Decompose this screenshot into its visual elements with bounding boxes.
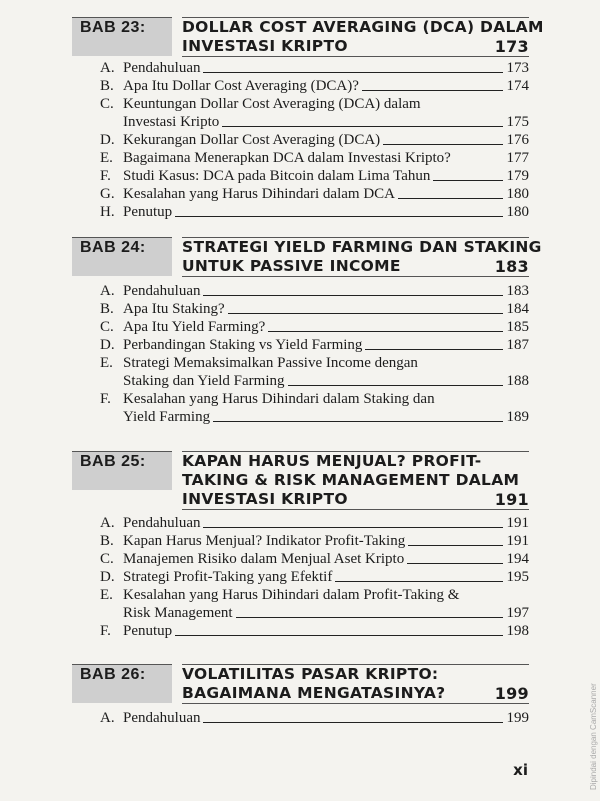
chapter-title[interactable] xyxy=(182,237,542,277)
entry-page: 187 xyxy=(506,337,529,353)
entry-letter: C. xyxy=(100,319,114,335)
toc-entry[interactable] xyxy=(72,550,529,568)
leader-line xyxy=(203,72,502,73)
leader-line xyxy=(222,126,502,127)
entry-page: 185 xyxy=(506,319,529,335)
leader-line xyxy=(228,313,503,314)
toc-entry[interactable] xyxy=(72,95,529,131)
chapter-title-line: INVESTASI KRIPTO xyxy=(182,490,348,508)
toc-entry[interactable] xyxy=(72,77,529,95)
entry-title: Strategi Profit-Taking yang Efektif xyxy=(123,569,333,585)
leader-line xyxy=(175,216,502,217)
leader-line xyxy=(203,527,502,528)
entry-page: 180 xyxy=(506,204,529,220)
toc-entry[interactable] xyxy=(72,59,529,77)
toc-entry[interactable] xyxy=(72,354,529,390)
entry-letter: D. xyxy=(100,337,115,353)
leader-line xyxy=(236,617,503,618)
entry-title: Pendahuluan xyxy=(123,710,201,726)
entry-letter: A. xyxy=(100,60,115,76)
leader-line xyxy=(203,295,502,296)
scanner-watermark: Dipindai dengan CamScanner xyxy=(589,683,598,790)
entry-title: Apa Itu Staking? xyxy=(123,301,225,317)
leader-line xyxy=(203,722,502,723)
toc-entry[interactable] xyxy=(72,131,529,149)
entry-page: 184 xyxy=(506,301,529,317)
entry-page: 179 xyxy=(506,168,529,184)
entry-page: 189 xyxy=(506,409,529,425)
entry-letter: A. xyxy=(100,515,115,531)
chapter-title-line: DOLLAR COST AVERAGING (DCA) DALAM xyxy=(182,18,544,36)
toc-entries xyxy=(72,59,529,221)
toc-entry[interactable] xyxy=(72,622,529,640)
chapter-title-line: INVESTASI KRIPTO xyxy=(182,37,348,55)
leader-line xyxy=(213,421,502,422)
leader-line xyxy=(408,545,502,546)
entry-title: Kesalahan yang Harus Dihindari dalam Profit-Taking & xyxy=(123,587,460,603)
entry-letter: D. xyxy=(100,132,115,148)
toc-entry[interactable] xyxy=(72,586,529,622)
entry-title: Pendahuluan xyxy=(123,515,201,531)
toc-entry[interactable] xyxy=(72,282,529,300)
bab-label: BAB 23: xyxy=(80,19,146,36)
toc-entry[interactable] xyxy=(72,300,529,318)
entry-title: Kekurangan Dollar Cost Averaging (DCA) xyxy=(123,132,381,148)
entry-letter: F. xyxy=(100,391,111,407)
entry-letter: E. xyxy=(100,150,113,166)
toc-entry[interactable] xyxy=(72,709,529,727)
leader-line xyxy=(362,90,503,91)
entry-page: 180 xyxy=(506,186,529,202)
entry-letter: C. xyxy=(100,551,114,567)
chapter-title-line: UNTUK PASSIVE INCOME xyxy=(182,257,401,275)
page-folio: xi xyxy=(513,761,528,779)
leader-line xyxy=(433,180,502,181)
toc-entry[interactable] xyxy=(72,167,529,185)
leader-line xyxy=(407,563,502,564)
toc-entry[interactable] xyxy=(72,514,529,532)
bab-label: BAB 25: xyxy=(80,453,146,470)
chapter-title-line: VOLATILITAS PASAR KRIPTO: xyxy=(182,665,439,683)
entry-page: 197 xyxy=(506,605,529,621)
entry-letter: A. xyxy=(100,710,115,726)
entry-title: Keuntungan Dollar Cost Averaging (DCA) dalam xyxy=(123,96,421,112)
entry-page: 177 xyxy=(506,150,529,166)
entry-page: 194 xyxy=(506,551,529,567)
entry-title: Investasi Kripto xyxy=(123,114,220,130)
chapter-title-line: STRATEGI YIELD FARMING DAN STAKING xyxy=(182,238,542,256)
toc-entry[interactable] xyxy=(72,390,529,426)
chapter-title-line: BAGAIMANA MENGATASINYA? xyxy=(182,684,446,702)
leader-line xyxy=(365,349,502,350)
entry-page: 174 xyxy=(506,78,529,94)
toc-entry[interactable] xyxy=(72,203,529,221)
entry-letter: C. xyxy=(100,96,114,112)
entry-title: Kesalahan yang Harus Dihindari dalam Staking dan xyxy=(123,391,435,407)
entry-title: Strategi Memaksimalkan Passive Income dengan xyxy=(123,355,418,371)
leader-line xyxy=(398,198,502,199)
entry-page: 199 xyxy=(506,710,529,726)
chapter-title-line: TAKING & RISK MANAGEMENT DALAM xyxy=(182,471,520,489)
chapter-page-number: 191 xyxy=(494,490,529,509)
entry-title: Apa Itu Dollar Cost Averaging (DCA)? xyxy=(123,78,359,94)
entry-page: 183 xyxy=(506,283,529,299)
entry-title: Yield Farming xyxy=(123,409,211,425)
entry-title: Penutup xyxy=(123,623,173,639)
entry-letter: F. xyxy=(100,168,111,184)
entry-page: 175 xyxy=(506,114,529,130)
entry-title: Perbandingan Staking vs Yield Farming xyxy=(123,337,363,353)
toc-entry[interactable] xyxy=(72,185,529,203)
entry-title: Kapan Harus Menjual? Indikator Profit-Taking xyxy=(123,533,406,549)
leader-line xyxy=(268,331,502,332)
leader-line xyxy=(335,581,502,582)
entry-title: Kesalahan yang Harus Dihindari dalam DCA xyxy=(123,186,396,202)
entry-letter: A. xyxy=(100,283,115,299)
chapter-page-number: 199 xyxy=(494,684,529,703)
chapter-title[interactable] xyxy=(182,664,529,704)
toc-entry[interactable] xyxy=(72,318,529,336)
toc-entry[interactable] xyxy=(72,149,529,167)
entry-page: 176 xyxy=(506,132,529,148)
entry-title: Penutup xyxy=(123,204,173,220)
chapter-title[interactable] xyxy=(182,451,529,510)
entry-letter: D. xyxy=(100,569,115,585)
entry-page: 173 xyxy=(506,60,529,76)
entry-title: Staking dan Yield Farming xyxy=(123,373,285,389)
toc-entry[interactable] xyxy=(72,532,529,550)
leader-line xyxy=(383,144,502,145)
entry-title: Manajemen Risiko dalam Menjual Aset Kripto xyxy=(123,551,405,567)
entry-letter: H. xyxy=(100,204,115,220)
entry-title: Pendahuluan xyxy=(123,60,201,76)
entry-title: Risk Management xyxy=(123,605,233,621)
entry-page: 191 xyxy=(506,515,529,531)
entry-title: Bagaimana Menerapkan DCA dalam Investasi Kripto? xyxy=(123,150,451,166)
toc-entry[interactable] xyxy=(72,568,529,586)
bab-label: BAB 26: xyxy=(80,666,146,683)
entry-page: 198 xyxy=(506,623,529,639)
bab-label: BAB 24: xyxy=(80,239,146,256)
toc-entries xyxy=(72,709,529,727)
entry-letter: E. xyxy=(100,355,113,371)
toc-entry[interactable] xyxy=(72,336,529,354)
entry-letter: B. xyxy=(100,301,114,317)
entry-page: 188 xyxy=(506,373,529,389)
entry-title: Pendahuluan xyxy=(123,283,201,299)
leader-line xyxy=(175,635,502,636)
entry-letter: G. xyxy=(100,186,115,202)
chapter-title-line: KAPAN HARUS MENJUAL? PROFIT- xyxy=(182,452,482,470)
toc-entries xyxy=(72,514,529,640)
chapter-page-number: 183 xyxy=(494,257,529,276)
toc-entries xyxy=(72,282,529,426)
entry-page: 191 xyxy=(506,533,529,549)
entry-title: Apa Itu Yield Farming? xyxy=(123,319,266,335)
entry-letter: E. xyxy=(100,587,113,603)
chapter-title[interactable] xyxy=(182,17,544,57)
entry-page: 195 xyxy=(506,569,529,585)
entry-title: Studi Kasus: DCA pada Bitcoin dalam Lima Tahun xyxy=(123,168,431,184)
entry-letter: F. xyxy=(100,623,111,639)
chapter-page-number: 173 xyxy=(494,37,529,56)
entry-letter: B. xyxy=(100,78,114,94)
leader-line xyxy=(288,385,503,386)
entry-letter: B. xyxy=(100,533,114,549)
